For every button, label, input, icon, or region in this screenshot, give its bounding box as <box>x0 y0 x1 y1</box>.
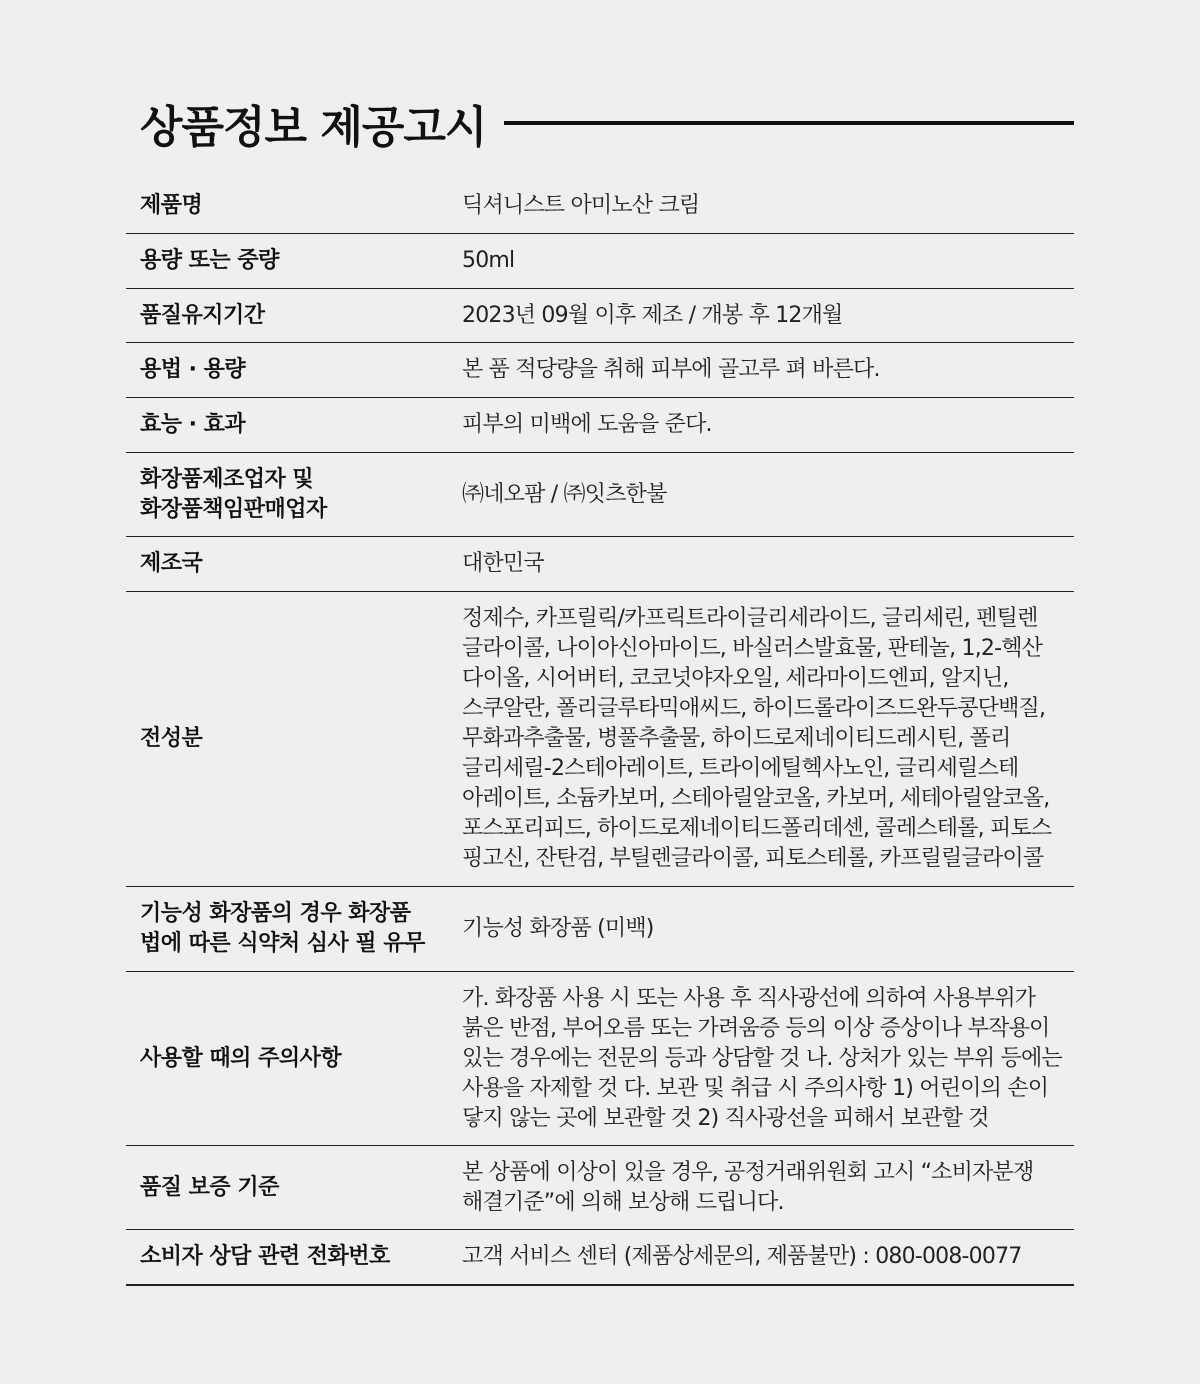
row-value: 본 상품에 이상이 있을 경우, 공정거래위원회 고시 “소비자분쟁 해결기준”에 의해 보상해 드립니다. <box>462 1159 1034 1215</box>
table-row-quality-guarantee <box>126 1146 1074 1230</box>
row-value: 50ml <box>462 248 515 273</box>
row-label: 품질유지기간 <box>140 302 265 328</box>
table-row-volume <box>126 234 1074 289</box>
row-value: 피부의 미백에 도움을 준다. <box>462 412 712 437</box>
table-row-country <box>126 537 1074 592</box>
table-row-precautions <box>126 972 1074 1146</box>
page-title: 상품정보 제공고시 <box>140 102 487 153</box>
table-row-efficacy <box>126 398 1074 453</box>
table-row-usage <box>126 343 1074 398</box>
row-label: 품질 보증 기준 <box>140 1174 279 1200</box>
row-label: 용법 · 용량 <box>140 357 246 382</box>
table-row-ingredients <box>126 592 1074 887</box>
page-header <box>140 88 1074 158</box>
row-value: ㈜네오팜 / ㈜잇츠한불 <box>462 481 667 507</box>
row-value: 고객 서비스 센터 (제품상세문의, 제품불만) : 080-008-0077 <box>462 1244 1022 1269</box>
title-divider <box>504 121 1074 125</box>
row-label: 전성분 <box>140 726 203 751</box>
table-row-shelf-life <box>126 289 1074 343</box>
row-value: 기능성 화장품 (미백) <box>462 916 654 941</box>
table-row-manufacturer <box>126 453 1074 537</box>
row-value: 본 품 적당량을 취해 피부에 골고루 펴 바른다. <box>462 357 880 382</box>
table-row-functional-cosmetic <box>126 887 1074 972</box>
row-label: 소비자 상담 관련 전화번호 <box>140 1244 390 1269</box>
row-label: 용량 또는 중량 <box>140 248 279 273</box>
table-row-product-name <box>126 178 1074 234</box>
row-label: 사용할 때의 주의사항 <box>140 1045 342 1071</box>
row-label: 기능성 화장품의 경우 화장품 법에 따른 식약처 심사 필 유무 <box>140 901 425 956</box>
row-label: 제품명 <box>140 192 203 218</box>
product-info-table <box>126 178 1074 1286</box>
row-value: 딕셔니스트 아미노산 크림 <box>462 192 700 218</box>
row-value: 정제수, 카프릴릭/카프릭트라이글리세라이드, 글리세린, 펜틸렌 글라이콜, 나이아신아마이드, 바실러스발효물, 판테놀, 1,2-헥산 다이올, 시어버터, 코코넛야자오일, 세라마이드엔피, 알지닌, 스쿠알란, 폴리글루타믹애씨드, 하이드롤라이즈드완두콩단백질, 무화과추출물, 병풀추출물, 하이드로제네이티드레시틴, 폴리 글리세릴-2스테아레이트, 트라이에틸헥사노인, 글리세릴스테 아레이트, 소듐카보머, 스테아릴알코올, 카보머, 세테아릴알코올, 포스포리피드, 하이드로제네이티드폴리데센, 콜레스테롤, 피토스 핑고신, 잔탄검, 부틸렌글라이콜, 피토스테롤, 카프릴릴글라이콜 <box>462 606 1052 871</box>
row-label: 제조국 <box>140 551 203 576</box>
row-value: 대한민국 <box>462 551 544 576</box>
table-row-consumer-phone <box>126 1230 1074 1286</box>
row-value: 2023년 09월 이후 제조 / 개봉 후 12개월 <box>462 302 843 328</box>
row-label: 효능 · 효과 <box>140 412 246 437</box>
row-value: 가. 화장품 사용 시 또는 사용 후 직사광선에 의하여 사용부위가 붉은 반점, 부어오름 또는 가려움증 등의 이상 증상이나 부작용이 있는 경우에는 전문의 등과 상담할 것 나. 상처가 있는 부위 등에는 사용을 자제할 것 다. 보관 및 취급 시 주의사항 1) 어린이의 손이 닿지 않는 곳에 보관할 것 2) 직사광선을 피해서 보관할 것 <box>462 985 1062 1131</box>
row-label: 화장품제조업자 및 화장품책임판매업자 <box>140 466 327 522</box>
